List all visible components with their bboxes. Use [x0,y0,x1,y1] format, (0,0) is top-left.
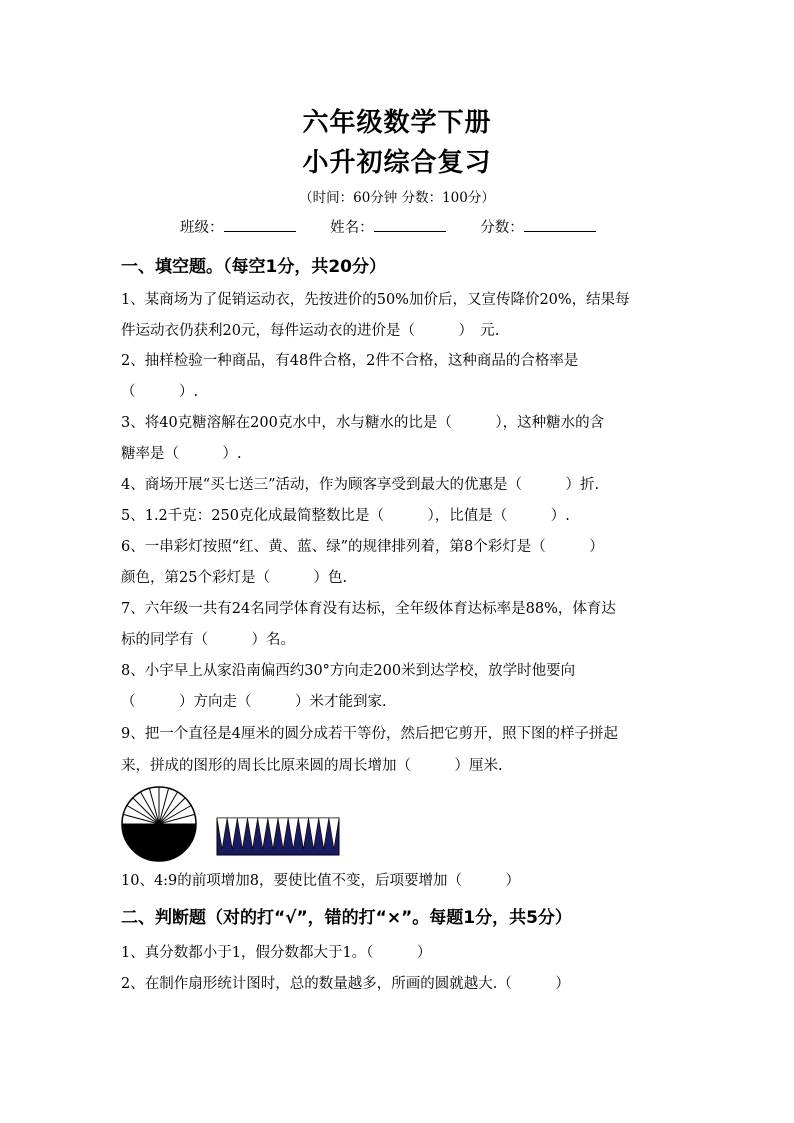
class-label: 班级： [180,220,224,236]
name-field [330,216,446,237]
question-line: 颜色，第25个彩灯是（ ）色. [121,570,348,586]
question-line: 1、某商场为了促销运动衣，先按进价的50%加价后，又宣传降价20%，结果每 [121,292,630,308]
exam-meta: （时间：60分钟 分数：100分） [299,190,495,206]
class-field [180,216,296,237]
score-label: 分数： [480,220,524,236]
circle-bottom-half [122,824,196,861]
question-line: （ ）. [121,384,199,400]
question-line: 标的同学有（ ）名。 [121,632,295,648]
circle-rearrangement-figure [120,786,370,866]
question-10: 10、4:9的前项增加8，要使比值不变，后项要增加（ ） [121,873,521,889]
section-1-heading: 一、填空题。（每空1分，共20分） [121,257,386,277]
circle-spokes [122,787,196,824]
divided-circle-icon [122,787,196,861]
question-line: 6、一串彩灯按照“红、黄、蓝、绿”的规律排列着，第8个彩灯是（ ） [121,539,604,555]
judge-question: 2、在制作扇形统计图时，总的数量越多，所画的圆就越大.（ ） [121,976,570,992]
question-line: 7、六年级一共有24名同学体育没有达标，全年级体育达标率是88%，体育达 [121,601,616,617]
question-line: 5、1.2千克：250克化成最简整数比是（ ），比值是（ ）. [121,508,570,524]
score-field [480,216,596,237]
name-label: 姓名： [330,220,374,236]
page-subtitle: 小升初综合复习 [302,148,492,178]
question-line: 4、商场开展“买七送三”活动，作为顾客享受到最大的优惠是（ ）折. [121,477,600,493]
question-line: 9、把一个直径是4厘米的圆分成若干等份，然后把它剪开，照下图的样子拼起 [121,726,618,742]
question-line: 件运动衣仍获利20元，每件运动衣的进价是（ ） 元. [121,323,500,339]
judge-question: 1、真分数都小于1，假分数都大于1。（ ） [121,945,432,961]
question-line: 3、将40克糖溶解在200克水中，水与糖水的比是（ ），这种糖水的含 [121,415,605,431]
section-2-heading: 二、判断题（对的打“√”，错的打“×”。每题1分，共5分） [121,908,572,928]
question-line: （ ）方向走（ ）米才能到家. [121,694,387,710]
score-blank[interactable] [524,217,596,232]
name-blank[interactable] [374,217,446,232]
question-line: 来，拼成的图形的周长比原来圆的周长增加（ ）厘米. [121,758,503,774]
question-line: 2、抽样检验一种商品，有48件合格，2件不合格，这种商品的合格率是 [121,353,579,369]
question-line: 糖率是（ ）. [121,446,242,462]
page-title: 六年级数学下册 [302,108,492,138]
student-info-row [180,216,626,237]
question-line: 8、小宇早上从家沿南偏西约30°方向走200米到达学校，放学时他要向 [121,663,576,679]
rearranged-shape-icon [217,818,339,855]
class-blank[interactable] [224,217,296,232]
